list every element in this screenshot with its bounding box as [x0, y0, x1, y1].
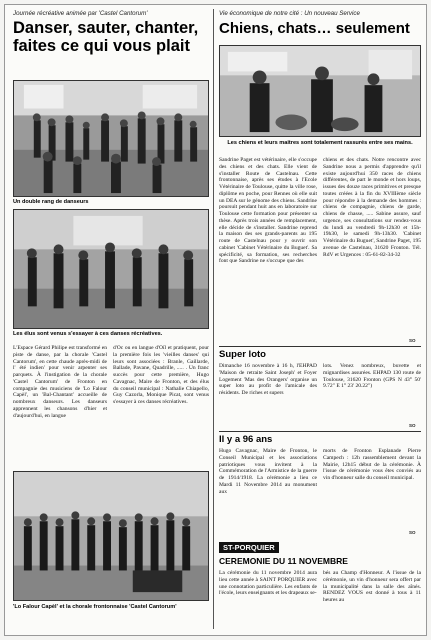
stporquier-col2: bés au Champ d'Honneur. À l'issue de la cérémonie, un vin d'honneur sera offert par la municipalité dans la salle des aînés. RENDEZ VOUS est donné à tous à 11 heures au — [323, 570, 421, 604]
vet-folio: SO — [409, 338, 416, 343]
ya96-title: Il y a 96 ans — [219, 434, 273, 445]
superloto-col1: Dimanche 16 novembre à 16 h, l'EHPAD 'Maison de retraite Saint Joseph' et Foyer Logement 'Mas des Orangers' organise un super loto au profit de l'amicale des résidents. De riches et supers — [219, 363, 317, 397]
right-headline: Chiens, chats… seulement — [219, 20, 410, 37]
choir-musicians-caption: 'Lo Falour Capèl' et la chorale frontonnaise 'Castel Cantorum' — [13, 604, 177, 610]
vet-body-text — [219, 157, 421, 335]
left-headline-line2: faites ce qui vous plait — [13, 37, 190, 55]
left-headline-line1: Danser, sauter, chanter, — [13, 19, 199, 37]
vet-photo-caption: Les chiens et leurs maitres sont totalement rassurés entre ses mains. — [227, 140, 413, 146]
dancers-photo-caption: Un double rang de danseurs — [13, 199, 89, 205]
stporquier-col1: La cérémonie du 11 novembre 2014 aura lieu cette année à SAINT PORQUIER avec une connotation particulière. Les enfants de l'école, leurs enseignants et les drapeaux se- — [219, 570, 317, 597]
superloto-body — [219, 363, 421, 421]
superloto-title: Super loto — [219, 349, 266, 360]
vet-photo — [219, 45, 421, 137]
ya96-body — [219, 448, 421, 516]
stporquier-body — [219, 570, 421, 628]
superloto-col2: lots. Venez nombreux, buvette et mignardises assurées. EHPAD 130 route de Toulouse, 31620 Fronton (GPS N 43° 50' 9.72" E 1° 23' 20.22") — [323, 363, 421, 390]
column-divider — [213, 9, 214, 629]
left-kicker: Journée récréative animée par 'Castel Cantorum' — [13, 10, 148, 17]
vet-body-col2: chiens et des chats. Notre rencontre avec Sandrine nous a permis d'apprendre qu'il existe aujourd'hui 350 races de chiens différentes, de part le monde et hors loups, issues des douze races primitives et presque toutes créées à la fin du XVIIIème siècle pour répondre à la demande des hommes : chiens de compagnie, chiens de garde, chiens de chasse, ..... Sabine assure, sauf urgence, ses consultations sur rendez-vous du lundi au vendredi 9h-12h30 et 15h-19h30, le samedi 9h-13h30. 'Cabinet Vétérinaire du Buguet', Sandrine Paget, 195 avenue de Castelnau, 31620 Fronton. Tél. RdV et Urgences : 05-61-82-34-32 — [323, 157, 421, 258]
divider-ya96 — [219, 431, 421, 432]
stporquier-title: CEREMONIE DU 11 NOVEMBRE — [219, 556, 348, 566]
ya96-col1: Hugo Cavagnac, Maire de Fronton, le Conseil Municipal et les associations patriotiques vous invitent à la Commémoration de l'Armistice de la guerre de 1914/1918. La cérémonie a lieu ce Mardi 11 Novembre 2014 au monument aux — [219, 448, 317, 495]
newspaper-page — [4, 4, 427, 636]
divider-superloto — [219, 346, 421, 347]
left-body-text — [13, 345, 209, 451]
elected-officials-photo — [13, 209, 209, 329]
choir-musicians-photo — [13, 471, 209, 601]
superloto-folio: SO — [409, 423, 416, 428]
left-body-col2: d'Oc ou en langue d'Oïl et pratiquent, pour la première fois les 'vieilles danses' qui leurs sont associées : Branle, Gaillarde, Ballade, Pavane, Quadrille, ..... . Un franc succès pour cette première, Hugo Cavagnac, Maire de Fronton, et des élus du conseil municipal : Nathalie Chiapello, Guy Cazorla, Monique Picat, sont venus s'essayer à ces danses récréatives. — [113, 345, 209, 406]
dancers-photo — [13, 80, 209, 197]
left-body-col1: L'Espace Gérard Philipe est transformé en piste de danse, par la chorale 'Castel Cantorum', en cette chaude après-midi de l' été indien' pour venir arpenter ses parquets. À l'instigation de la chorale 'Castel Cantorum' de Fronton en compagnie des musiciens de 'Lo Falour Capèl', un 'Bal-Chantant' accueille de nombreux danseurs. Les danseurs apprennent les chansons d'hier et d'aujourd'hui, en langue — [13, 345, 107, 419]
vet-body-col1: Sandrine Paget est vétérinaire, elle s'occupe des chiens et des chats. Elle vient de s'installer Route de Castelnau. Cette frontonnaise, après ses études à l'Ecole Vétérinaire de Toulouse, quitte la ville rose, diplôme en poche, pour Rennes où elle suit un DEA sur le génome des chiens. Sandrine poursuit pendant huit ans en laboratoire sur Toulouse cette formation pour présenter sa thèse. Après trois années de remplacement, elle décide de s'installer. Sandrine reprend la maison des ses grands-parents au 195 route de Castelnau pour y ouvrir son cabinet 'Cabinet Vétérinaire du Buguet'. Sa spécificité, sa formation, ses recherches font que Sandrine ne s'occupe que des — [219, 157, 317, 265]
ya96-col2: morts de Fronton Esplanade Pierre Campech : 12h rassemblement devant la Mairie, 12h15 début de la cérémonie. À l'issue de cérémonie vous êtes conviés au vin d'honneur salle du conseil municipal. — [323, 448, 421, 482]
stporquier-band: ST-PORQUIER — [219, 542, 279, 553]
right-kicker: Vie économique de notre cité : Un nouveau Service — [219, 10, 360, 17]
ya96-folio: SO — [409, 530, 416, 535]
elected-officials-caption: Les élus sont venus s'essayer à ces danses récréatives. — [13, 331, 163, 337]
